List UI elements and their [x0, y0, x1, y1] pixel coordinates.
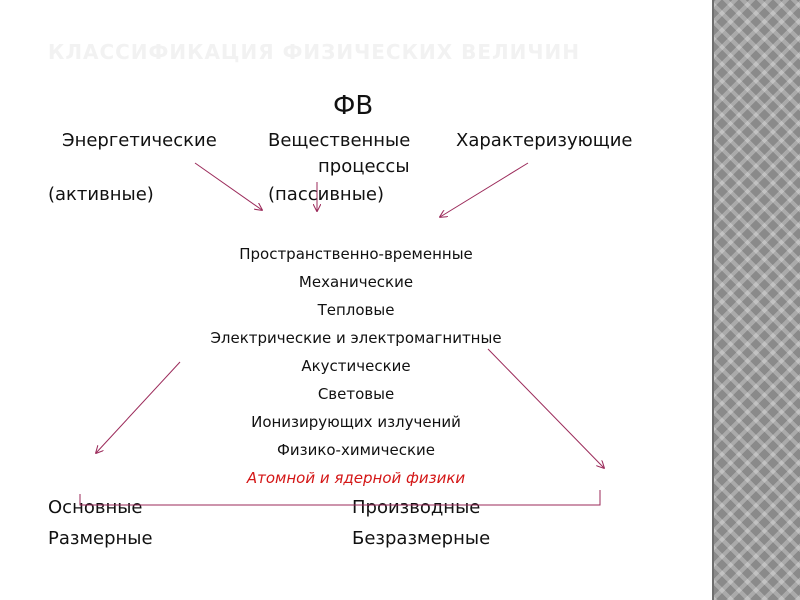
field-item: Световые [317, 385, 395, 403]
group-substance-line1: Вещественные [268, 130, 411, 151]
bottom-basic: Основные [48, 497, 143, 518]
bottom-derived: Производные [352, 497, 481, 518]
group-characterizing: Характеризующие [456, 130, 633, 151]
slide-title: КЛАССИФИКАЦИЯ ФИЗИЧЕСКИХ ВЕЛИЧИН [48, 40, 580, 64]
bottom-dimensional: Размерные [48, 528, 153, 549]
arrow-energetic-to-center [195, 163, 262, 210]
group-substance-line2: процессы [318, 156, 410, 177]
arrow-list-to-derived [488, 349, 604, 468]
field-item: Электрические и электромагнитные [210, 329, 502, 347]
label-active: (активные) [48, 184, 154, 205]
field-item: Тепловые [317, 301, 395, 319]
bracket-bottom [80, 490, 600, 505]
field-item: Ионизирующих излучений [251, 413, 461, 431]
field-item: Механические [298, 273, 414, 291]
root-label: ФВ [333, 91, 374, 121]
arrow-characterizing-to-center [440, 163, 528, 217]
bottom-dimensionless: Безразмерные [352, 528, 491, 549]
label-passive: (пассивные) [268, 184, 384, 205]
field-item: Физико-химические [276, 441, 436, 459]
side-divider [712, 0, 714, 600]
field-item: Пространственно-временные [239, 245, 473, 263]
group-energetic: Энергетические [62, 130, 217, 151]
side-pattern [712, 0, 800, 600]
field-item-highlight: Атомной и ядерной физики [246, 469, 466, 487]
arrow-list-to-basic [96, 362, 180, 453]
field-item: Акустические [301, 357, 411, 375]
